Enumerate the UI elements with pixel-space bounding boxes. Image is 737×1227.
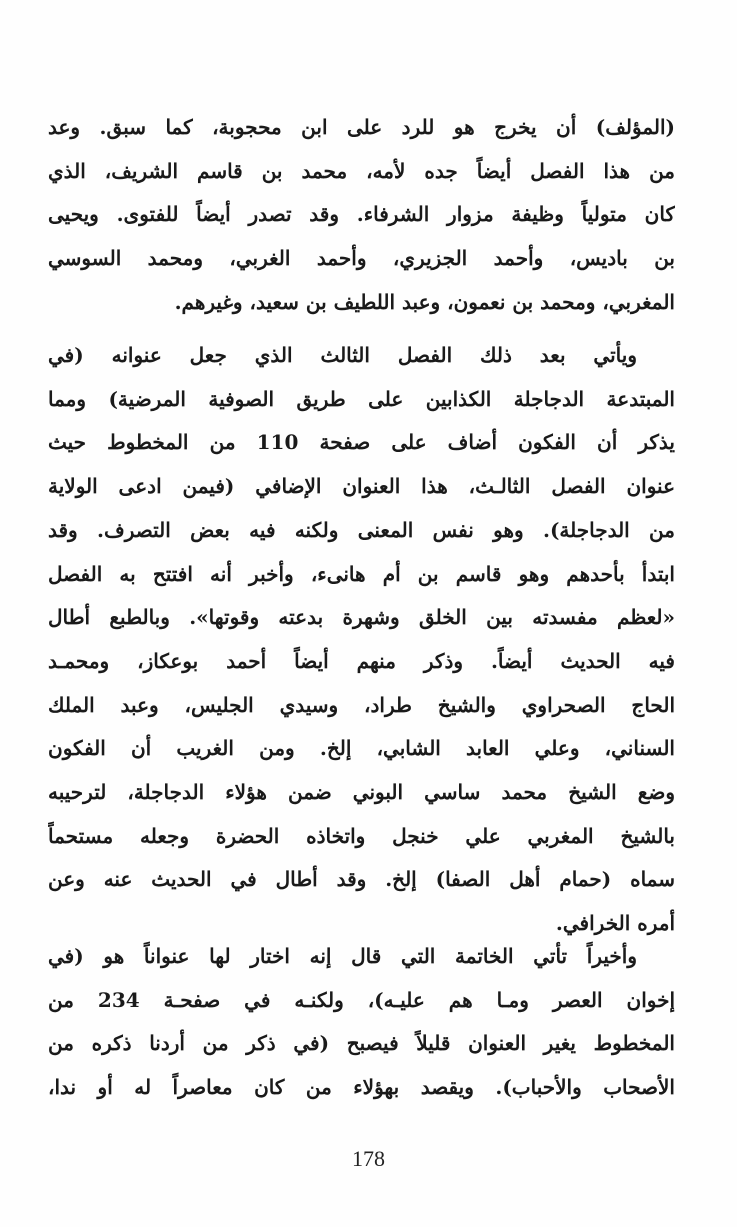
text-line: وأخيراً تأتي الخاتمة التي قال إنه اختار لها عنواناً هو (في <box>48 944 637 968</box>
text-line: الحاج الصحراوي والشيخ طراد، وسيدي الجليس، وعبد الملك <box>48 692 675 717</box>
text-line: بالشيخ المغربي علي خنجل واتخاذه الحضرة وجعله مستحماً <box>48 823 675 848</box>
text-line: السناني، وعلي العابد الشابي، إلخ. ومن الغريب أن الفكون <box>48 736 675 761</box>
text-line: المخطوط يغير العنوان قليلاً فيصبح (في ذكر من أردنا ذكره من <box>48 1031 675 1056</box>
text-line: المغربي، ومحمد بن نعمون، وعبد اللطيف بن سعيد، وغيرهم. <box>174 289 675 314</box>
text-line: وضع الشيخ محمد ساسي البوني ضمن هؤلاء الدجاجلة، لترحيبه <box>48 780 675 805</box>
page-number: 178 <box>352 1146 385 1171</box>
text-line: فيه الحديث أيضاً. وذكر منهم أيضاً أحمد بوعكاز، ومحمـد <box>48 648 675 673</box>
paragraph-2 <box>48 334 675 946</box>
text-line: من هذا الفصل أيضاً جده لأمه، محمد بن قاسم الشريف، الذي <box>48 158 675 183</box>
text-line: من الدجاجلة). وهو نفس المعنى ولكنه فيه بعض التصرف. وقد <box>48 517 675 542</box>
paragraph-3 <box>48 935 675 1110</box>
text-line: ابتدأ بأحدهم وهو قاسم بن أم هانىء، وأخبر أنه افتتح به الفصل <box>48 561 675 586</box>
text-line: (المؤلف) أن يخرج هو للرد على ابن محجوبة، كما سبق. وعد <box>48 115 675 139</box>
text-line: إخوان العصر ومـا هم عليـه)، ولكنـه في صفحـة 234 من <box>48 987 675 1012</box>
text-line: عنوان الفصل الثالـث، هذا العنوان الإضافي (فيمن ادعى الولاية <box>48 474 675 499</box>
text-line: «لعظم مفسدته بين الخلق وشهرة بدعته وقوتها». وبالطبع أطال <box>48 605 675 630</box>
paragraph-1 <box>48 106 675 325</box>
text-line: كان متولياً وظيفة مزوار الشرفاء. وقد تصدر أيضاً للفتوى. ويحيى <box>48 202 675 227</box>
text-line: سماه (حمام أهل الصفا) إلخ. وقد أطال في الحديث عنه وعن <box>48 867 675 892</box>
text-line: الأصحاب والأحباب). ويقصد بهؤلاء من كان معاصراً له أو ندا، <box>48 1075 675 1100</box>
text-line: المبتدعة الدجاجلة الكذابين على طريق الصوفية المرضية) ومما <box>48 386 675 411</box>
text-line: أمره الخرافي. <box>555 911 675 936</box>
text-line: يذكر أن الفكون أضاف على صفحة 110 من المخطوط حيث <box>48 430 675 455</box>
text-line: بن باديس، وأحمد الجزيري، وأحمد الغربي، ومحمد السوسي <box>48 246 675 271</box>
text-line: ويأتي بعد ذلك الفصل الثالث الذي جعل عنوانه (في <box>48 343 637 367</box>
